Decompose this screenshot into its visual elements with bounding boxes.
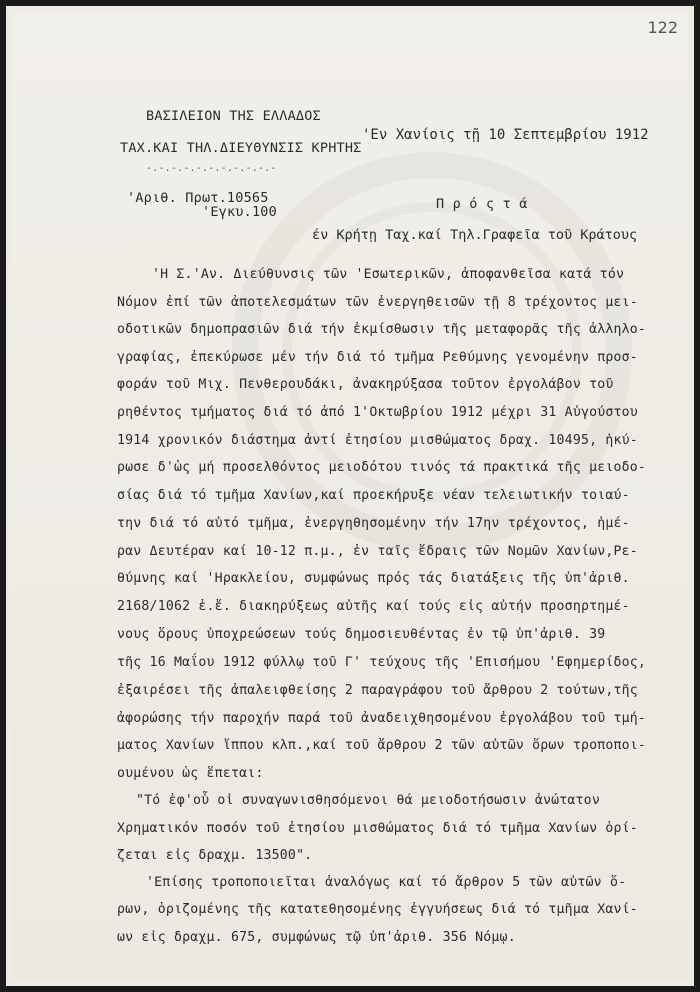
body-line: ρων, ὁριζομένης τῆς κατατεθησομένης ἐγγυήσεως διά τό τμῆμα Χανί-	[117, 902, 638, 917]
body-line: 2168/1062 ἐ.ἔ. διακηρύξεως αὐτῆς καί τούς εἰς αὐτήν προσηρτημέ-	[117, 599, 630, 614]
directorate-heading: ΤΑΧ.ΚΑΙ ΤΗΛ.ΔΙΕΥΘΥΝΣΙΣ ΚΡΗΤΗΣ	[120, 140, 362, 156]
body-line: σίας διά τό τμῆμα Χανίων,καί προεκήρυξε νέαν τελειωτικήν τοιαύ-	[117, 488, 630, 503]
body-line: ουμένου ὡς ἕπεται:	[117, 766, 264, 781]
body-line: 1914 χρονικόν διάστημα ἀντί ἐτησίου μισθώματος δραχ. 10495, ἠκύ-	[117, 433, 638, 448]
body-line: ζεται εἰς δραχμ. 13500".	[117, 848, 313, 863]
to-label: Π ρ ό ς τ ά	[436, 196, 528, 212]
kingdom-heading: ΒΑΣΙΛΕΙΟΝ ΤΗΣ ΕΛΛΑΔΟΣ	[146, 108, 321, 124]
body-line: Νόμον ἐπί τῶν ἀποτελεσμάτων τῶν ἐνεργηθεισῶν τῇ 8 τρέχοντος μει-	[117, 295, 638, 310]
body-line: τῆς 16 Μαΐου 1912 φύλλῳ τοῦ Γ' τεύχους τῆς 'Επισήμου 'Εφημερίδος,	[117, 655, 647, 670]
protocol-number: 'Αριθ. Πρωτ.10565	[127, 190, 269, 206]
recipient-line: έν Κρήτῃ Ταχ.καί Τηλ.Γραφεῖα τοῦ Κράτους	[312, 227, 638, 243]
body-line: νους ὅρους ὑποχρεώσεων τούς δημοσιευθέντας ἐν τῷ ὑπ'ἀριθ. 39	[117, 627, 606, 642]
page-number: 122	[647, 18, 678, 37]
body-line: οδοτικῶν δημοπρασιῶν διά τήν ἐκμίσθωσιν τῆς μεταφορᾶς τῆς ἀλληλο-	[117, 322, 647, 337]
body-line: ματος Χανίων ἵππου κλπ.,καί τοῦ ἄρθρου 2 τῶν αὐτῶν ὅρων τροποποι-	[117, 738, 647, 753]
paper-sheet	[12, 12, 688, 980]
body-line: ρηθέντος τμήματος διά τό ἀπό 1'Οκτωβρίου 1912 μέχρι 31 Αὐγούστου	[117, 405, 638, 420]
body-line: 'Επίσης τροποποιεῖται ἀναλόγως καί τό ἄρθρον 5 τῶν αὐτῶν ὅ-	[146, 875, 627, 890]
body-line: 'Η Σ.'Αν. Διεύθυνσις τῶν 'Εσωτερικῶν, ἀποφανθεῖσα κατά τόν	[152, 267, 625, 282]
header-separator: -.-.-.-.-.-.-.-.-.-.-	[146, 163, 277, 174]
body-line: γραφίας, ἐπεκύρωσε μέν τήν διά τό τμῆμα Ρεθύμνης γενομένην προσ-	[117, 350, 638, 365]
body-line: Χρηματικόν ποσόν τοῦ ἐτησίου μισθώματος διά τό τμῆμα Χανίων ὁρί-	[117, 821, 638, 836]
body-line: ἀφορώσης τήν παροχήν παρά τοῦ ἀναδειχθησομένου ἐργολάβου τοῦ τμή-	[117, 711, 647, 726]
body-line: ραν Δευτέραν καί 10-12 π.μ., ἐν ταῖς ἕδραις τῶν Νομῶν Χανίων,Ρε-	[117, 544, 638, 559]
body-line: ρωσε δ'ὡς μή προσελθόντος μειοδότου τινός τά πρακτικά τῆς μειοδο-	[117, 460, 647, 475]
body-line: "Τό ἐφ'οὗ οἱ συναγωνισθησόμενοι θά μειοδοτήσωσιν ἀνώτατον	[136, 793, 600, 808]
date-line: 'Εν Χανίοις τῇ 10 Σεπτεμβρίου 1912	[362, 127, 649, 143]
body-line: ων εἰς δραχμ. 675, συμφώνως τῷ ὑπ'ἀριθ. 356 Νόμῳ.	[117, 930, 516, 945]
body-line: την διά τό αὐτό τμῆμα, ἐνεργηθησομένην τήν 17ην τρέχοντος, ἡμέ-	[117, 516, 630, 531]
body-line: ἐξαιρέσει τῆς ἀπαλειφθείσης 2 παραγράφου τοῦ ἄρθρου 2 τούτων,τῆς	[117, 683, 638, 698]
body-line: φοράν τοῦ Μιχ. Πενθερουδάκι, ἀνακηρύξασα τοῦτον ἐργολάβον τοῦ	[117, 377, 614, 392]
body-line: θύμνης καί 'Ηρακλείου, συμφώνως πρός τάς διατάξεις τῆς ὑπ'ἀριθ.	[117, 571, 630, 586]
enclosure-number: 'Εγκυ.100	[202, 204, 277, 220]
